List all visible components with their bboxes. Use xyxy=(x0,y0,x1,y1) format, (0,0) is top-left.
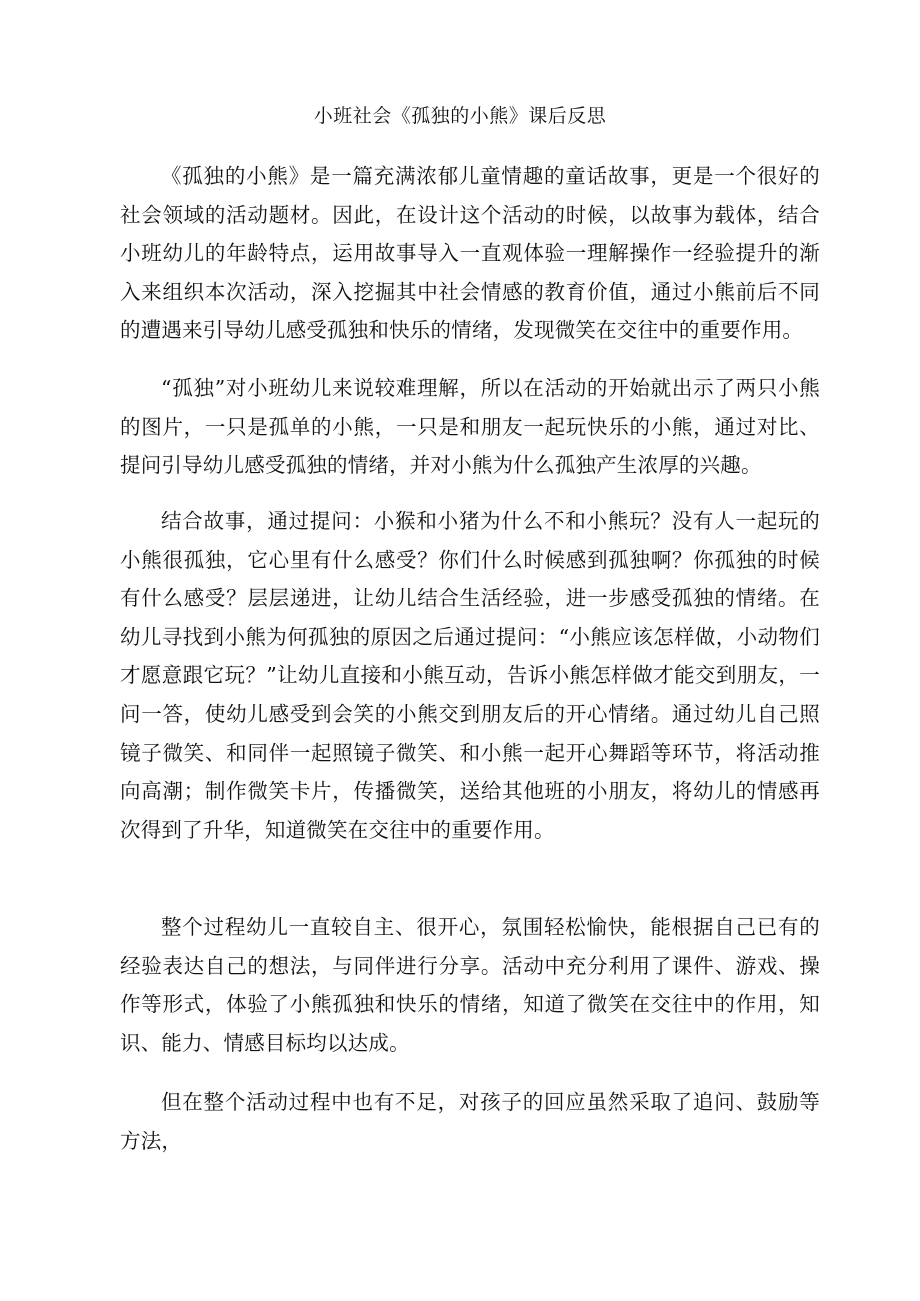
paragraph-loneliness: “孤独”对小班幼儿来说较难理解，所以在活动的开始就出示了两只小熊的图片，一只是孤单的小熊，一只是和朋友一起玩快乐的小熊，通过对比、提问引导幼儿感受孤独的情绪，并对小熊为什么孤独产生浓厚的兴趣。 xyxy=(120,376,820,478)
document-title: 小班社会《孤独的小熊》课后反思 xyxy=(313,105,607,127)
paragraph-story-questions: 结合故事，通过提问：小猴和小猪为什么不和小熊玩？没有人一起玩的小熊很孤独，它心里有什么感受？你们什么时候感到孤独啊？你孤独的时候有什么感受？层层递进，让幼儿结合生活经验，进一步感受孤独的情绪。在幼儿寻找到小熊为何孤独的原因之后通过提问：“小熊应该怎样做，小动物们才愿意跟它玩？”让幼儿直接和小熊互动，告诉小熊怎样做才能交到朋友，一问一答，使幼儿感受到会笑的小熊交到朋友后的开心情绪。通过幼儿自己照镜子微笑、和同伴一起照镜子微笑、和小熊一起开心舞蹈等环节，将活动推向高潮；制作微笑卡片，传播微笑，送给其他班的小朋友，将幼儿的情感再次得到了升华，知道微笑在交往中的重要作用。 xyxy=(120,509,820,842)
paragraph-intro: 《孤独的小熊》是一篇充满浓郁儿童情趣的童话故事，更是一个很好的社会领域的活动题材。因此，在设计这个活动的时候，以故事为载体，结合小班幼儿的年龄特点，运用故事导入一直观体验一理解操作一经验提升的渐入来组织本次活动，深入挖掘其中社会情感的教育价值，通过小熊前后不同的遭遇来引导幼儿感受孤独和快乐的情绪，发现微笑在交往中的重要作用。 xyxy=(120,164,820,343)
paragraph-shortcomings: 但在整个活动过程中也有不足，对孩子的回应虽然采取了追问、鼓励等方法， xyxy=(120,1090,820,1153)
paragraph-process-summary: 整个过程幼儿一直较自主、很开心，氛围轻松愉快，能根据自己已有的经验表达自己的想法，与同伴进行分享。活动中充分利用了课件、游戏、操作等形式，体验了小熊孤独和快乐的情绪，知道了微笑在交往中的作用，知识、能力、情感目标均以达成。 xyxy=(120,915,820,1055)
